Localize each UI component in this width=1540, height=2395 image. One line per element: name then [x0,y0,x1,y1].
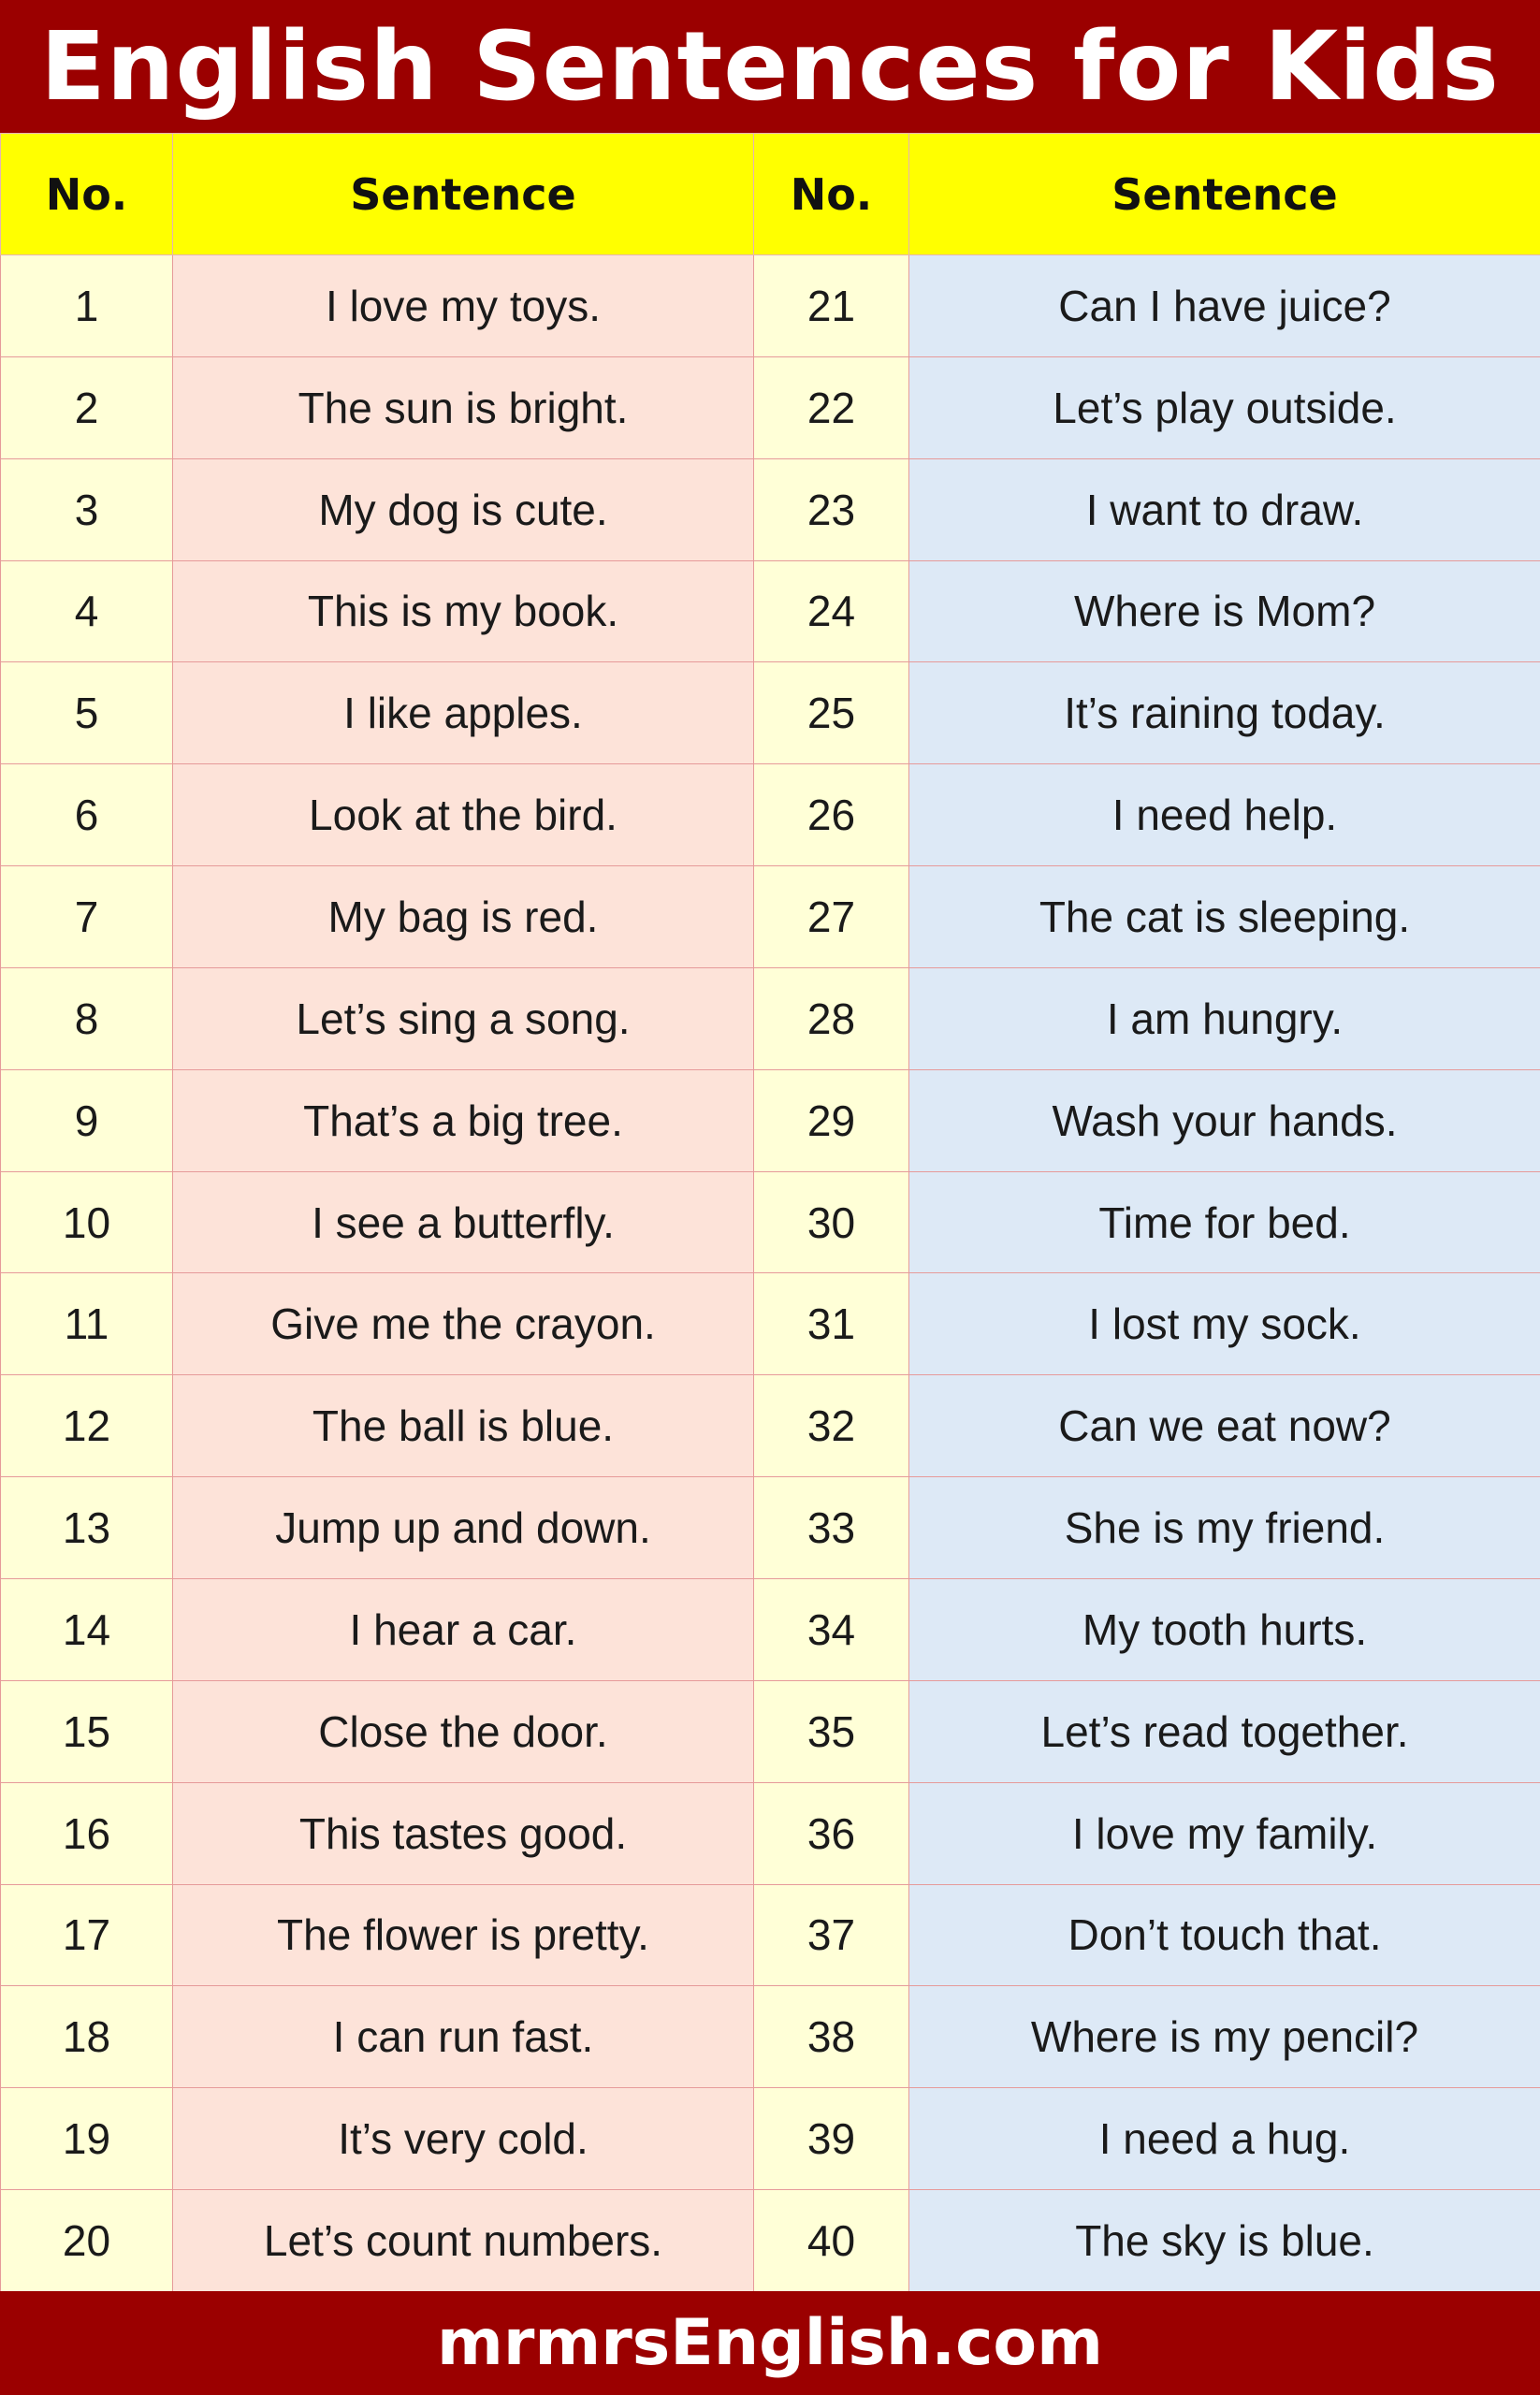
row-number-right: 22 [754,356,909,458]
sentence-left: Jump up and down. [173,1477,754,1579]
table-row [1,1986,1540,2088]
sentence-left: Close the door. [173,1680,754,1782]
sentence-left: My dog is cute. [173,458,754,560]
sentence-right: Wash your hands. [909,1069,1540,1171]
row-number-right: 35 [754,1680,909,1782]
header-sentence-right: Sentence [909,134,1540,255]
row-number-left: 9 [1,1069,173,1171]
sentence-right: I need help. [909,764,1540,866]
sentence-left: My bag is red. [173,866,754,968]
sentence-left: I love my toys. [173,255,754,357]
footer-website: mrmrsEnglish.com [0,2291,1540,2395]
sentence-left: I see a butterfly. [173,1171,754,1273]
row-number-right: 26 [754,764,909,866]
row-number-right: 25 [754,662,909,764]
table-row [1,1171,1540,1273]
sentence-right: Where is my pencil? [909,1986,1540,2088]
row-number-left: 16 [1,1782,173,1884]
row-number-left: 6 [1,764,173,866]
row-number-left: 14 [1,1578,173,1680]
sentence-left: The flower is pretty. [173,1884,754,1986]
table-row [1,1069,1540,1171]
row-number-left: 18 [1,1986,173,2088]
row-number-right: 39 [754,2088,909,2190]
row-number-left: 4 [1,560,173,662]
table-row [1,1273,1540,1375]
row-number-left: 8 [1,967,173,1069]
sentence-left: Give me the crayon. [173,1273,754,1375]
row-number-right: 40 [754,2190,909,2292]
row-number-right: 32 [754,1375,909,1477]
sentence-left: The sun is bright. [173,356,754,458]
row-number-left: 5 [1,662,173,764]
row-number-right: 36 [754,1782,909,1884]
table-body [1,255,1540,2292]
row-number-right: 29 [754,1069,909,1171]
row-number-right: 27 [754,866,909,968]
sentence-left: This is my book. [173,560,754,662]
row-number-left: 20 [1,2190,173,2292]
table-row [1,2190,1540,2292]
page-title: English Sentences for Kids [0,0,1540,133]
sentence-left: I like apples. [173,662,754,764]
sentence-right: I lost my sock. [909,1273,1540,1375]
row-number-right: 23 [754,458,909,560]
table-header-row [1,134,1540,255]
table-row [1,1680,1540,1782]
header-no-right: No. [754,134,909,255]
row-number-left: 2 [1,356,173,458]
row-number-right: 37 [754,1884,909,1986]
table-row [1,662,1540,764]
sentence-left: Let’s count numbers. [173,2190,754,2292]
sentence-right: Let’s play outside. [909,356,1540,458]
table-row [1,967,1540,1069]
sentence-right: I need a hug. [909,2088,1540,2190]
sentence-left: Look at the bird. [173,764,754,866]
row-number-right: 33 [754,1477,909,1579]
sentence-left: I hear a car. [173,1578,754,1680]
row-number-left: 12 [1,1375,173,1477]
header-no-left: No. [1,134,173,255]
row-number-left: 13 [1,1477,173,1579]
row-number-right: 30 [754,1171,909,1273]
table-row [1,866,1540,968]
sentence-right: Time for bed. [909,1171,1540,1273]
sentence-right: She is my friend. [909,1477,1540,1579]
row-number-left: 19 [1,2088,173,2190]
table-row [1,255,1540,357]
sentence-left: That’s a big tree. [173,1069,754,1171]
sentence-right: I love my family. [909,1782,1540,1884]
table-row [1,1884,1540,1986]
sentences-table [0,133,1540,2292]
sentence-right: I want to draw. [909,458,1540,560]
row-number-left: 17 [1,1884,173,1986]
table-row [1,1578,1540,1680]
sentence-right: Don’t touch that. [909,1884,1540,1986]
table-row [1,356,1540,458]
row-number-right: 38 [754,1986,909,2088]
row-number-right: 21 [754,255,909,357]
row-number-left: 15 [1,1680,173,1782]
row-number-left: 10 [1,1171,173,1273]
table-row [1,560,1540,662]
sentence-right: My tooth hurts. [909,1578,1540,1680]
sentence-right: Let’s read together. [909,1680,1540,1782]
header-sentence-left: Sentence [173,134,754,255]
table-row [1,458,1540,560]
sentence-left: I can run fast. [173,1986,754,2088]
row-number-right: 24 [754,560,909,662]
sentence-left: The ball is blue. [173,1375,754,1477]
sentence-left: It’s very cold. [173,2088,754,2190]
sentence-right: The cat is sleeping. [909,866,1540,968]
table-row [1,1477,1540,1579]
row-number-left: 11 [1,1273,173,1375]
sentence-right: Where is Mom? [909,560,1540,662]
row-number-left: 1 [1,255,173,357]
sentence-right: Can we eat now? [909,1375,1540,1477]
sentence-right: The sky is blue. [909,2190,1540,2292]
row-number-right: 31 [754,1273,909,1375]
table-row [1,2088,1540,2190]
row-number-right: 34 [754,1578,909,1680]
table-row [1,1375,1540,1477]
table-row [1,1782,1540,1884]
sentence-right: It’s raining today. [909,662,1540,764]
row-number-left: 7 [1,866,173,968]
row-number-right: 28 [754,967,909,1069]
row-number-left: 3 [1,458,173,560]
sentence-left: Let’s sing a song. [173,967,754,1069]
sentence-right: Can I have juice? [909,255,1540,357]
sentence-right: I am hungry. [909,967,1540,1069]
table-row [1,764,1540,866]
sentence-left: This tastes good. [173,1782,754,1884]
